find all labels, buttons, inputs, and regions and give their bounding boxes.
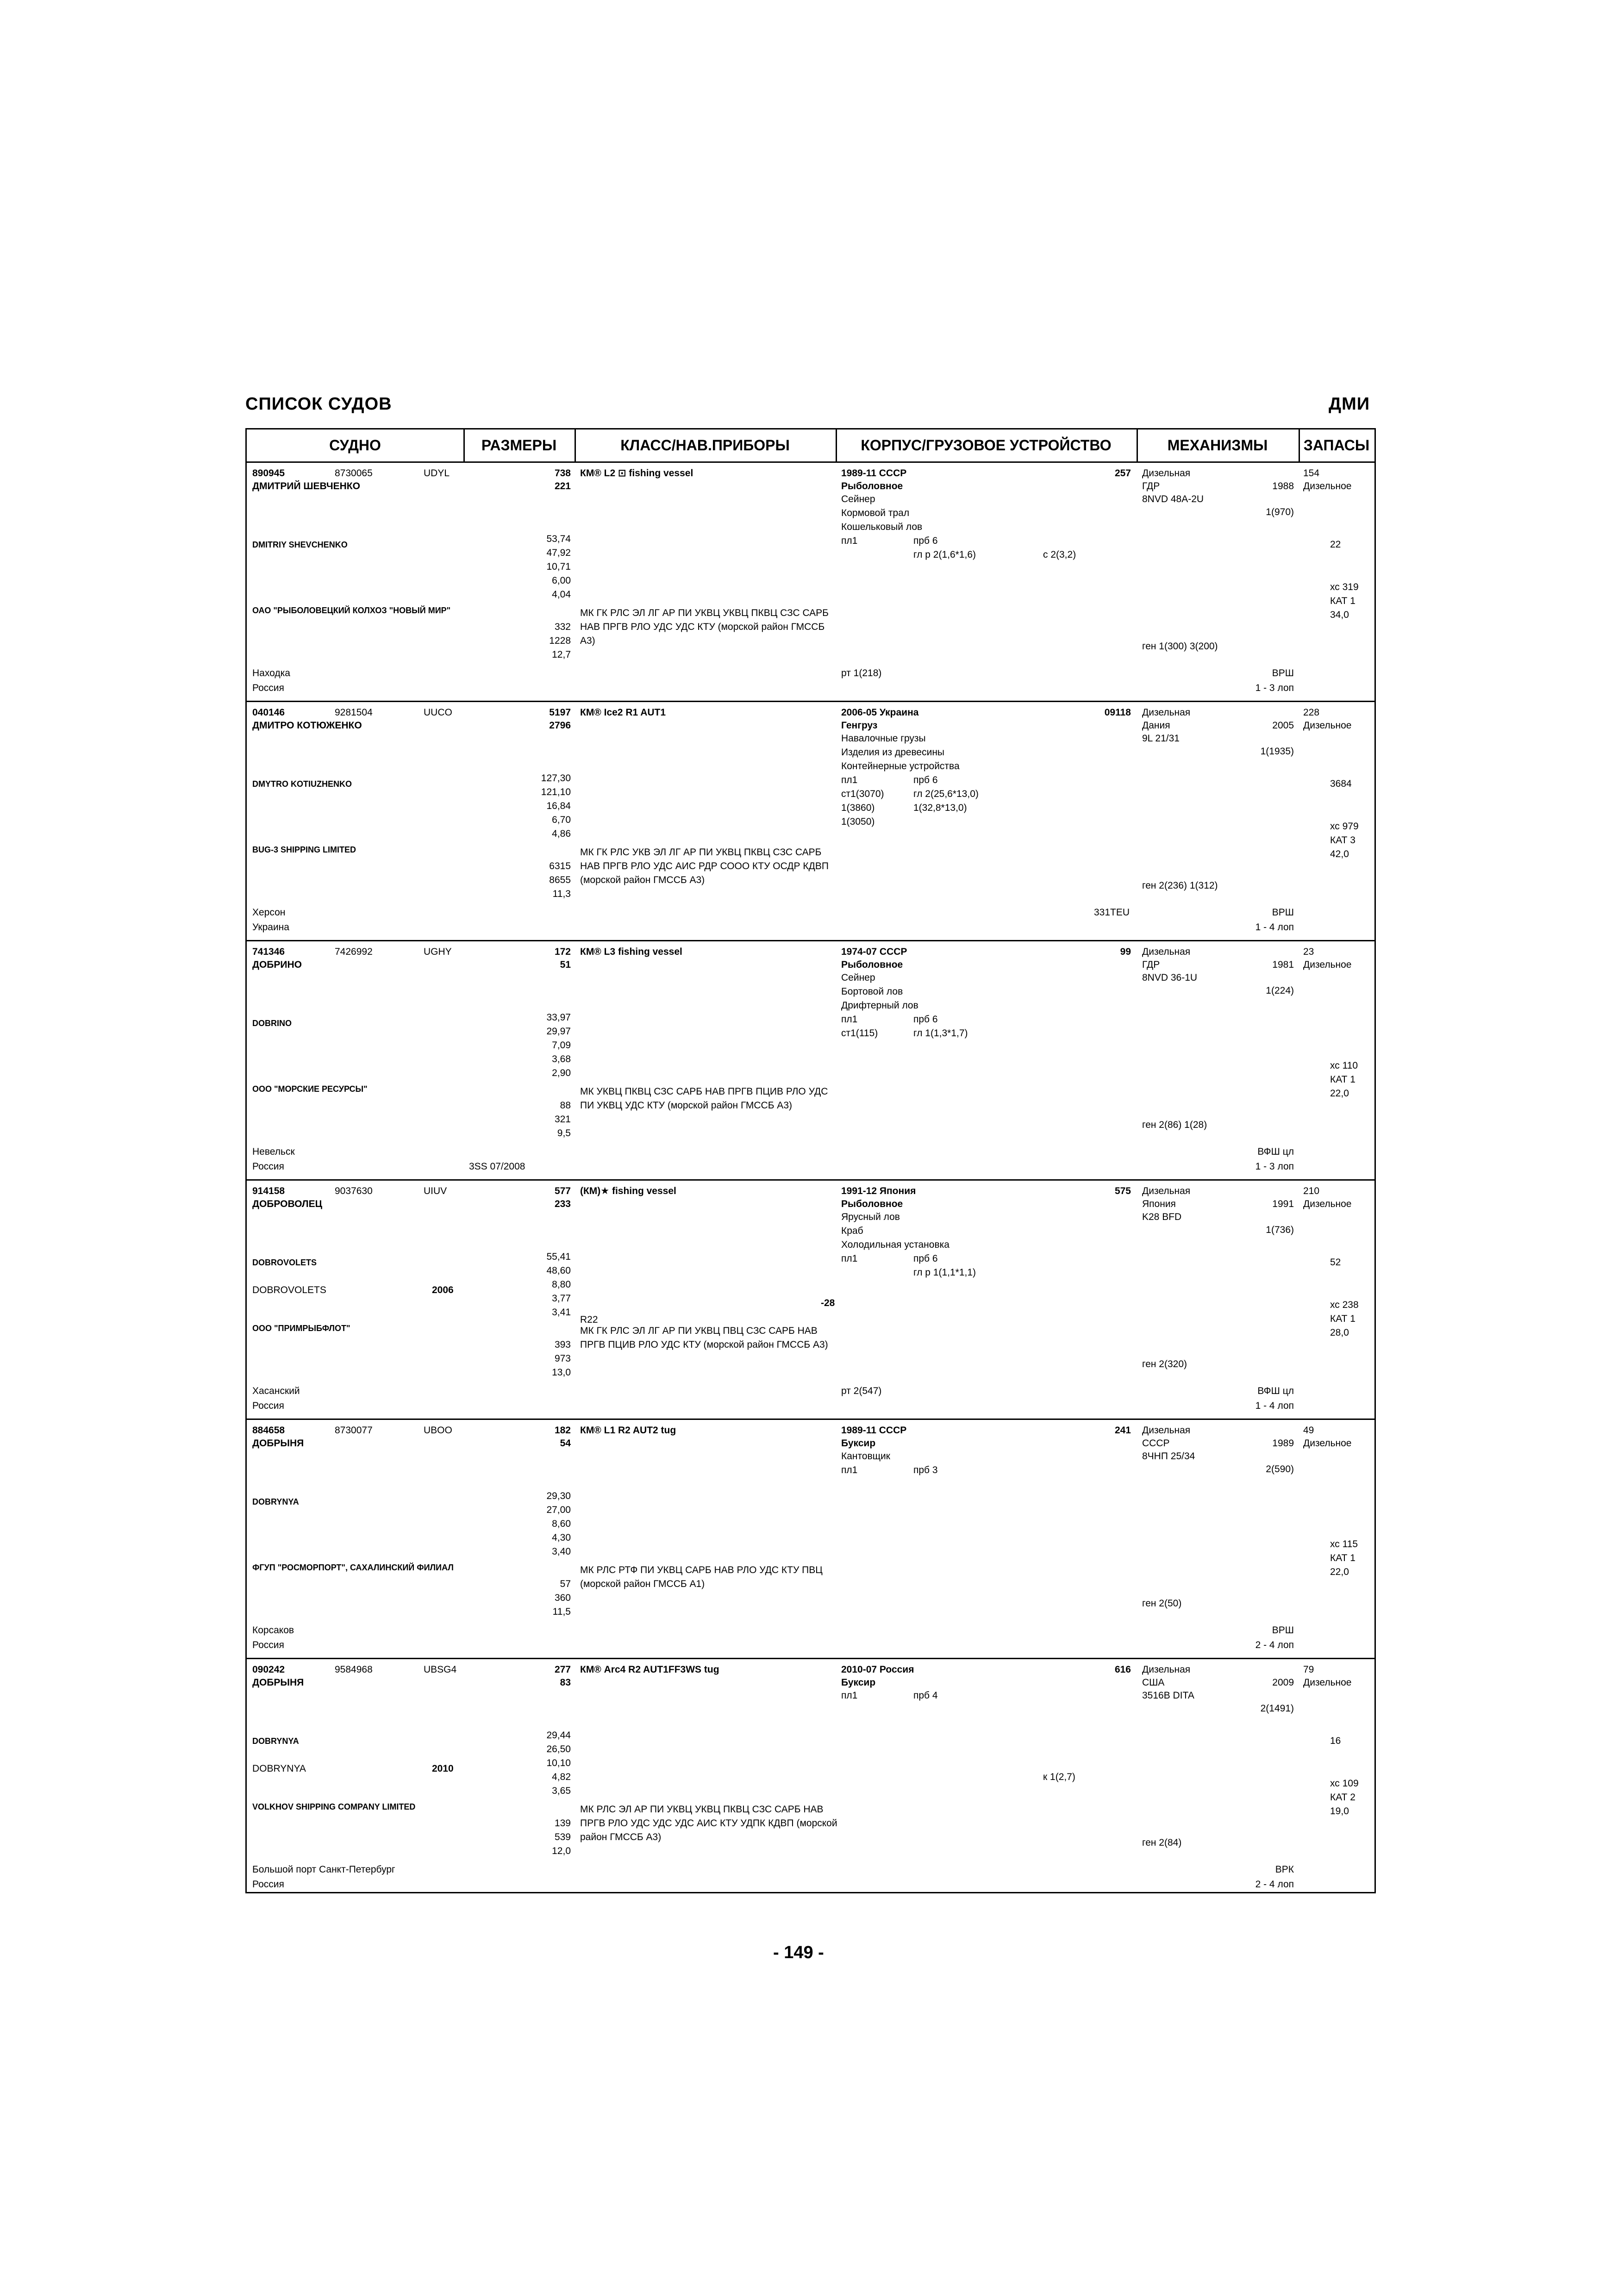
dimension-value: 4,82 xyxy=(552,1772,571,1782)
engine-country: США xyxy=(1142,1677,1165,1688)
column-header-dimensions: РАЗМЕРЫ xyxy=(463,429,575,463)
hold-value: прб 4 xyxy=(913,1690,938,1701)
hull-feature: Изделия из древесины xyxy=(841,747,945,758)
engine-type: Дизельная xyxy=(1142,1186,1191,1196)
hull-feature: Кошельковый лов xyxy=(841,522,923,532)
engine-power: 1(224) xyxy=(1266,985,1294,996)
dimension-value: 3,40 xyxy=(552,1546,571,1557)
dimension-value: 4,86 xyxy=(552,828,571,839)
ship-owner: ООО "ПРИМРЫБФЛОТ" xyxy=(252,1324,350,1333)
hull-feature: Контейнерные устройства xyxy=(841,761,960,772)
engine-type: Дизельная xyxy=(1142,1664,1191,1675)
hull-number: 99 xyxy=(1120,946,1131,957)
class-ice-temp: -28 xyxy=(821,1298,835,1308)
hold-value: прб 6 xyxy=(913,1014,938,1025)
build-date-country: 1991-12 Япония xyxy=(841,1186,916,1196)
ship-type: Рыболовное xyxy=(841,1199,903,1209)
dimension-value: 53,74 xyxy=(546,534,571,544)
propeller-blades: 1 - 4 лоп xyxy=(1255,922,1294,933)
hull-number: 257 xyxy=(1114,468,1131,479)
navigation-equipment: МК РЛС ЭЛ АР ПИ УКВЦ УКВЦ ПКВЦ СЗС САРБ НАВ ПРГВ РЛО УДС УДС УДС АИС КТУ УДПК КДВП (морской район ГМССБ А3) xyxy=(580,1804,837,1842)
gross-tonnage: 5197 xyxy=(549,707,571,718)
stock-category: КАТ 2 xyxy=(1330,1792,1355,1803)
hold-value: гл 2(25,6*13,0) xyxy=(913,789,979,799)
ship-type: Рыболовное xyxy=(841,959,903,970)
stock-xc: хс 115 xyxy=(1330,1539,1358,1549)
stock-fuel-type: Дизельное xyxy=(1303,1199,1352,1209)
dimension-value: 121,10 xyxy=(541,787,571,797)
dimension-value: 3,65 xyxy=(552,1786,571,1796)
ship-name: ДОБРИНО xyxy=(252,959,302,970)
deck-value: пл1 xyxy=(841,1690,858,1701)
ship-name-latin: DOBRINO xyxy=(252,1019,292,1028)
capacity-value: 139 xyxy=(554,1818,571,1829)
capacity-value: 57 xyxy=(560,1579,571,1589)
stock-speed: 22,0 xyxy=(1330,1567,1349,1577)
ship-record xyxy=(247,702,1374,941)
hull-feature: Дрифтерный лов xyxy=(841,1000,918,1011)
stock-speed: 42,0 xyxy=(1330,849,1349,859)
ship-type: Генгруз xyxy=(841,720,878,731)
capacity-value: 360 xyxy=(554,1593,571,1603)
column-header-class: КЛАСС/НАВ.ПРИБОРЫ xyxy=(575,429,836,463)
container-capacity: 331TEU xyxy=(1094,907,1130,918)
hull-feature: Краб xyxy=(841,1226,863,1236)
dimension-value: 3,77 xyxy=(552,1293,571,1304)
flag-country: Украина xyxy=(252,922,289,933)
stock-fuel-type: Дизельное xyxy=(1303,1677,1352,1688)
call-sign: UIUV xyxy=(424,1186,447,1196)
capacity-value: 88 xyxy=(560,1100,571,1111)
call-sign: UGHY xyxy=(424,946,452,957)
hold-value: прб 3 xyxy=(913,1465,938,1475)
ship-name: ДМИТРО КОТЮЖЕНКО xyxy=(252,720,362,731)
engine-power: 2(1491) xyxy=(1260,1703,1294,1714)
hull-feature: Сейнер xyxy=(841,494,875,504)
stock-category: КАТ 1 xyxy=(1330,1074,1355,1085)
stock-category: КАТ 1 xyxy=(1330,1553,1355,1563)
build-date-country: 1989-11 СССР xyxy=(841,1425,907,1436)
ship-record xyxy=(247,1659,1374,1898)
ship-record xyxy=(247,941,1374,1181)
build-date-country: 2006-05 Украина xyxy=(841,707,919,718)
deck-value: ст1(3070) xyxy=(841,789,884,799)
generators: ген 1(300) 3(200) xyxy=(1142,641,1218,652)
column-header-hull: КОРПУС/ГРУЗОВОЕ УСТРОЙСТВО xyxy=(836,429,1137,463)
stock-fuel-capacity: 49 xyxy=(1303,1425,1314,1436)
hull-feature: Кормовой трал xyxy=(841,508,910,518)
dimension-value: 10,71 xyxy=(546,561,571,572)
engine-year: 2005 xyxy=(1272,720,1294,731)
capacity-value: 321 xyxy=(554,1114,571,1125)
engine-year: 1989 xyxy=(1272,1438,1294,1449)
engine-country: Япония xyxy=(1142,1199,1176,1209)
capacity-value: 1228 xyxy=(549,635,571,646)
propeller-type: ВРК xyxy=(1275,1864,1294,1875)
engine-power: 1(1935) xyxy=(1260,746,1294,757)
stock-category: КАТ 1 xyxy=(1330,596,1355,606)
net-tonnage: 83 xyxy=(560,1677,571,1688)
stock-fuel-capacity: 154 xyxy=(1303,468,1320,479)
navigation-equipment: МК ГК РЛС ЭЛ ЛГ АР ПИ УКВЦ ПВЦ СЗС САРБ НАВ ПРГВ ПЦИВ РЛО УДС КТУ (морской район ГМССБ А3) xyxy=(580,1325,828,1350)
dimension-value: 2,90 xyxy=(552,1068,571,1078)
imo-number: 8730065 xyxy=(335,468,373,479)
propeller-blades: 2 - 4 лоп xyxy=(1255,1640,1294,1650)
stock-water: 3684 xyxy=(1330,778,1352,789)
stock-fuel-type: Дизельное xyxy=(1303,720,1352,731)
home-port: Херсон xyxy=(252,907,286,918)
column-header-ship: СУДНО xyxy=(247,429,463,463)
class-notation: КМ® L1 R2 AUT2 tug xyxy=(580,1425,676,1436)
propeller-type: ВРШ xyxy=(1272,907,1294,918)
deck-value: пл1 xyxy=(841,1465,858,1475)
dimension-value: 6,00 xyxy=(552,575,571,586)
dimension-value: 16,84 xyxy=(546,801,571,811)
call-sign: UDYL xyxy=(424,468,450,479)
net-tonnage: 221 xyxy=(554,481,571,492)
propeller-blades: 1 - 4 лоп xyxy=(1255,1400,1294,1411)
hull-feature: Кантовщик xyxy=(841,1451,890,1462)
home-port: Корсаков xyxy=(252,1625,294,1636)
imo-number: 9037630 xyxy=(335,1186,373,1196)
navigation-equipment: МК РЛС РТФ ПИ УКВЦ САРБ НАВ РЛО УДС КТУ ПВЦ (морской район ГМССБ А1) xyxy=(580,1565,823,1589)
capacity-value: 539 xyxy=(554,1832,571,1842)
dimension-value: 27,00 xyxy=(546,1505,571,1515)
dimension-value: 26,50 xyxy=(546,1744,571,1755)
stock-fuel-capacity: 79 xyxy=(1303,1664,1314,1675)
registry-number: 741346 xyxy=(252,946,285,957)
capacity-value: 332 xyxy=(554,622,571,632)
dimension-value: 29,30 xyxy=(546,1491,571,1501)
dimension-value: 6,70 xyxy=(552,815,571,825)
propeller-type: ВРШ xyxy=(1272,1625,1294,1636)
ship-name-latin: DMITRIY SHEVCHENKO xyxy=(252,540,348,549)
ship-record xyxy=(247,1181,1374,1420)
hull-number: 241 xyxy=(1114,1425,1131,1436)
hold-value: 1(32,8*13,0) xyxy=(913,803,967,813)
fuel-tank-value: рт 2(547) xyxy=(841,1386,882,1396)
ship-owner: ОАО "РЫБОЛОВЕЦКИЙ КОЛХОЗ "НОВЫЙ МИР" xyxy=(252,606,451,615)
deck-value: пл1 xyxy=(841,775,858,785)
class-notation: КМ® Ice2 R1 AUT1 xyxy=(580,707,666,718)
gross-tonnage: 182 xyxy=(554,1425,571,1436)
capacity-value: 11,5 xyxy=(552,1606,571,1617)
stock-category: КАТ 1 xyxy=(1330,1313,1355,1324)
home-port: Находка xyxy=(252,668,290,678)
ship-name-former: DOBRYNYA xyxy=(252,1763,306,1774)
ship-name-latin: DOBROVOLETS xyxy=(252,1258,317,1267)
stock-xc: хс 238 xyxy=(1330,1300,1359,1310)
net-tonnage: 54 xyxy=(560,1438,571,1449)
navigation-equipment: МК ГК РЛС ЭЛ ЛГ АР ПИ УКВЦ УКВЦ ПКВЦ СЗС САРБ НАВ ПРГВ РЛО УДС УДС КТУ (морской район ГМССБ А3) xyxy=(580,608,829,646)
engine-model: 8NVD 36-1U xyxy=(1142,972,1198,983)
engine-type: Дизельная xyxy=(1142,707,1191,718)
fuel-tank-value: рт 1(218) xyxy=(841,668,882,678)
hull-feature: Холодильная установка xyxy=(841,1239,949,1250)
call-sign: UBSG4 xyxy=(424,1664,457,1675)
engine-country: ГДР xyxy=(1142,481,1160,492)
dimension-value: 29,97 xyxy=(546,1026,571,1037)
registry-number: 884658 xyxy=(252,1425,285,1436)
class-notation: (КМ)★ fishing vessel xyxy=(580,1186,676,1196)
stock-fuel-type: Дизельное xyxy=(1303,481,1352,492)
dimension-value: 47,92 xyxy=(546,548,571,558)
deck-value: пл1 xyxy=(841,1014,858,1025)
hull-feature: Сейнер xyxy=(841,972,875,983)
build-date-country: 1974-07 СССР xyxy=(841,946,907,957)
capacity-value: 12,0 xyxy=(552,1846,571,1856)
ship-record xyxy=(247,1420,1374,1659)
capacity-value: 13,0 xyxy=(552,1367,571,1378)
page-header-source: ДМИ xyxy=(1329,394,1370,414)
engine-power: 2(590) xyxy=(1266,1464,1294,1475)
stock-xc: хс 110 xyxy=(1330,1060,1358,1071)
hull-feature: Навалочные грузы xyxy=(841,733,926,744)
stock-speed: 28,0 xyxy=(1330,1327,1349,1338)
stock-xc: хс 109 xyxy=(1330,1778,1359,1789)
engine-country: ГДР xyxy=(1142,959,1160,970)
deck-value: пл1 xyxy=(841,1253,858,1264)
deck-value: 1(3860) xyxy=(841,803,875,813)
ship-name-former-year: 2010 xyxy=(432,1763,454,1774)
imo-number: 7426992 xyxy=(335,946,373,957)
ship-name-former-year: 2006 xyxy=(432,1285,454,1295)
ship-name-latin: DOBRYNYA xyxy=(252,1736,299,1746)
dimension-value: 55,41 xyxy=(546,1251,571,1262)
ship-owner: ООО "МОРСКИЕ РЕСУРСЫ" xyxy=(252,1084,368,1094)
engine-model: K28 BFD xyxy=(1142,1212,1182,1222)
dimension-value: 4,04 xyxy=(552,589,571,600)
engine-year: 2009 xyxy=(1272,1677,1294,1688)
stock-water: 52 xyxy=(1330,1257,1341,1268)
generators: ген 2(84) xyxy=(1142,1837,1182,1848)
build-date-country: 2010-07 Россия xyxy=(841,1664,914,1675)
stock-fuel-type: Дизельное xyxy=(1303,1438,1352,1449)
gross-tonnage: 738 xyxy=(554,468,571,479)
engine-country: Дания xyxy=(1142,720,1170,731)
ship-name: ДОБРЫНЯ xyxy=(252,1438,304,1449)
engine-type: Дизельная xyxy=(1142,1425,1191,1436)
hold-value: прб 6 xyxy=(913,775,938,785)
capacity-value: 393 xyxy=(554,1339,571,1350)
registry-number: 890945 xyxy=(252,468,285,479)
imo-number: 9584968 xyxy=(335,1664,373,1675)
hold-value: гл 1(1,3*1,7) xyxy=(913,1028,968,1039)
ship-owner: ФГУП "РОСМОРПОРТ", САХАЛИНСКИЙ ФИЛИАЛ xyxy=(252,1563,454,1572)
registry-number: 040146 xyxy=(252,707,285,718)
ship-type: Буксир xyxy=(841,1438,876,1449)
ship-name-former: DOBROVOLETS xyxy=(252,1285,326,1295)
page-number: - 149 - xyxy=(773,1943,824,1962)
stock-fuel-capacity: 210 xyxy=(1303,1186,1320,1196)
capacity-value: 11,3 xyxy=(552,889,571,899)
engine-power: 1(736) xyxy=(1266,1225,1294,1235)
imo-number: 9281504 xyxy=(335,707,373,718)
dimension-value: 10,10 xyxy=(546,1758,571,1768)
deck-value: пл1 xyxy=(841,535,858,546)
deck-value: 1(3050) xyxy=(841,816,875,827)
flag-country: Россия xyxy=(252,1879,284,1890)
crane-value: с 2(3,2) xyxy=(1043,549,1076,560)
class-notation: КМ® L2 ⊡ fishing vessel xyxy=(580,468,693,479)
net-tonnage: 233 xyxy=(554,1199,571,1209)
ship-name-latin: DOBRYNYA xyxy=(252,1497,299,1506)
net-tonnage: 51 xyxy=(560,959,571,970)
engine-power: 1(970) xyxy=(1266,507,1294,517)
engine-country: СССР xyxy=(1142,1438,1170,1449)
engine-model: 8NVD 48A-2U xyxy=(1142,494,1204,504)
propeller-blades: 1 - 3 лоп xyxy=(1255,683,1294,693)
engine-year: 1981 xyxy=(1272,959,1294,970)
dimension-value: 29,44 xyxy=(546,1730,571,1741)
ship-name: ДОБРОВОЛЕЦ xyxy=(252,1199,322,1209)
navigation-equipment: МК ГК РЛС УКВ ЭЛ ЛГ АР ПИ УКВЦ ПКВЦ СЗС САРБ НАВ ПРГВ РЛО УДС АИС РДР СООО КТУ ОСДР КДВП (морской район ГМССБ А3) xyxy=(580,847,829,885)
page-header-title: СПИСОК СУДОВ xyxy=(245,394,392,414)
class-extra: R22 xyxy=(580,1314,598,1325)
build-date-country: 1989-11 СССР xyxy=(841,468,907,479)
generators: ген 2(50) xyxy=(1142,1598,1182,1609)
hold-value: прб 6 xyxy=(913,535,938,546)
navigation-equipment: МК УКВЦ ПКВЦ СЗС САРБ НАВ ПРГВ ПЦИВ РЛО УДС ПИ УКВЦ УДС КТУ (морской район ГМССБ А3) xyxy=(580,1086,828,1111)
stock-speed: 19,0 xyxy=(1330,1806,1349,1817)
capacity-value: 12,7 xyxy=(552,649,571,660)
ship-type: Рыболовное xyxy=(841,481,903,492)
hull-number: 09118 xyxy=(1104,707,1131,718)
deck-value: ст1(115) xyxy=(841,1028,878,1039)
propeller-type: ВФШ цл xyxy=(1257,1146,1294,1157)
hull-extra-value: к 1(2,7) xyxy=(1043,1772,1075,1782)
hold-value: прб 6 xyxy=(913,1253,938,1264)
hull-number: 616 xyxy=(1114,1664,1131,1675)
ship-owner: BUG-3 SHIPPING LIMITED xyxy=(252,845,356,854)
engine-model: 9L 21/31 xyxy=(1142,733,1180,744)
stock-speed: 22,0 xyxy=(1330,1088,1349,1099)
call-sign: UUCO xyxy=(424,707,452,718)
capacity-value: 9,5 xyxy=(557,1128,571,1139)
dimension-value: 127,30 xyxy=(541,773,571,784)
capacity-value: 8655 xyxy=(549,875,571,885)
stock-category: КАТ 3 xyxy=(1330,835,1355,846)
flag-country: Россия xyxy=(252,1161,284,1172)
survey-note: 3SS 07/2008 xyxy=(469,1161,525,1172)
ship-name-latin: DMYTRO KOTIUZHENKO xyxy=(252,779,352,789)
engine-model: 8ЧНП 25/34 xyxy=(1142,1451,1195,1462)
registry-number: 914158 xyxy=(252,1186,285,1196)
generators: ген 2(86) 1(28) xyxy=(1142,1120,1207,1130)
class-notation: КМ® Arc4 R2 AUT1FF3WS tug xyxy=(580,1664,719,1675)
propeller-blades: 2 - 4 лоп xyxy=(1255,1879,1294,1890)
dimension-value: 3,41 xyxy=(552,1307,571,1318)
ship-name: ДОБРЫНЯ xyxy=(252,1677,304,1688)
hull-number: 575 xyxy=(1114,1186,1131,1196)
propeller-blades: 1 - 3 лоп xyxy=(1255,1161,1294,1172)
stock-water: 16 xyxy=(1330,1736,1341,1746)
stock-speed: 34,0 xyxy=(1330,610,1349,620)
flag-country: Россия xyxy=(252,1640,284,1650)
propeller-type: ВФШ цл xyxy=(1257,1386,1294,1396)
generators: ген 2(320) xyxy=(1142,1359,1187,1369)
net-tonnage: 2796 xyxy=(549,720,571,731)
dimension-value: 33,97 xyxy=(546,1012,571,1023)
dimension-value: 48,60 xyxy=(546,1265,571,1276)
class-notation: КМ® L3 fishing vessel xyxy=(580,946,682,957)
engine-year: 1988 xyxy=(1272,481,1294,492)
engine-type: Дизельная xyxy=(1142,946,1191,957)
stock-xc: хс 319 xyxy=(1330,582,1359,592)
stock-fuel-type: Дизельное xyxy=(1303,959,1352,970)
dimension-value: 4,30 xyxy=(552,1532,571,1543)
call-sign: UBOO xyxy=(424,1425,452,1436)
ship-name: ДМИТРИЙ ШЕВЧЕНКО xyxy=(252,481,360,492)
engine-year: 1991 xyxy=(1272,1199,1294,1209)
column-header-stocks: ЗАПАСЫ xyxy=(1299,429,1374,463)
dimension-value: 8,60 xyxy=(552,1518,571,1529)
dimension-value: 7,09 xyxy=(552,1040,571,1051)
ship-register-table xyxy=(245,428,1376,1893)
ship-record xyxy=(247,463,1374,702)
hold-value: гл р 2(1,6*1,6) xyxy=(913,549,976,560)
registry-number: 090242 xyxy=(252,1664,285,1675)
column-header-machinery: МЕХАНИЗМЫ xyxy=(1137,429,1299,463)
engine-model: 3516B DITA xyxy=(1142,1690,1194,1701)
hull-feature: Бортовой лов xyxy=(841,986,903,997)
hull-feature: Ярусный лов xyxy=(841,1212,900,1222)
gross-tonnage: 172 xyxy=(554,946,571,957)
home-port: Большой порт Санкт-Петербург xyxy=(252,1864,395,1875)
flag-country: Россия xyxy=(252,683,284,693)
dimension-value: 8,80 xyxy=(552,1279,571,1290)
home-port: Хасанский xyxy=(252,1386,300,1396)
capacity-value: 6315 xyxy=(549,861,571,871)
gross-tonnage: 577 xyxy=(554,1186,571,1196)
propeller-type: ВРШ xyxy=(1272,668,1294,678)
ship-type: Буксир xyxy=(841,1677,876,1688)
capacity-value: 973 xyxy=(554,1353,571,1364)
stock-fuel-capacity: 228 xyxy=(1303,707,1320,718)
generators: ген 2(236) 1(312) xyxy=(1142,880,1218,891)
hold-value: гл р 1(1,1*1,1) xyxy=(913,1267,976,1278)
ship-owner: VOLKHOV SHIPPING COMPANY LIMITED xyxy=(252,1802,416,1811)
stock-water: 22 xyxy=(1330,539,1341,550)
home-port: Невельск xyxy=(252,1146,295,1157)
flag-country: Россия xyxy=(252,1400,284,1411)
stock-fuel-capacity: 23 xyxy=(1303,946,1314,957)
stock-xc: хс 979 xyxy=(1330,821,1359,832)
imo-number: 8730077 xyxy=(335,1425,373,1436)
dimension-value: 3,68 xyxy=(552,1054,571,1064)
gross-tonnage: 277 xyxy=(554,1664,571,1675)
engine-type: Дизельная xyxy=(1142,468,1191,479)
